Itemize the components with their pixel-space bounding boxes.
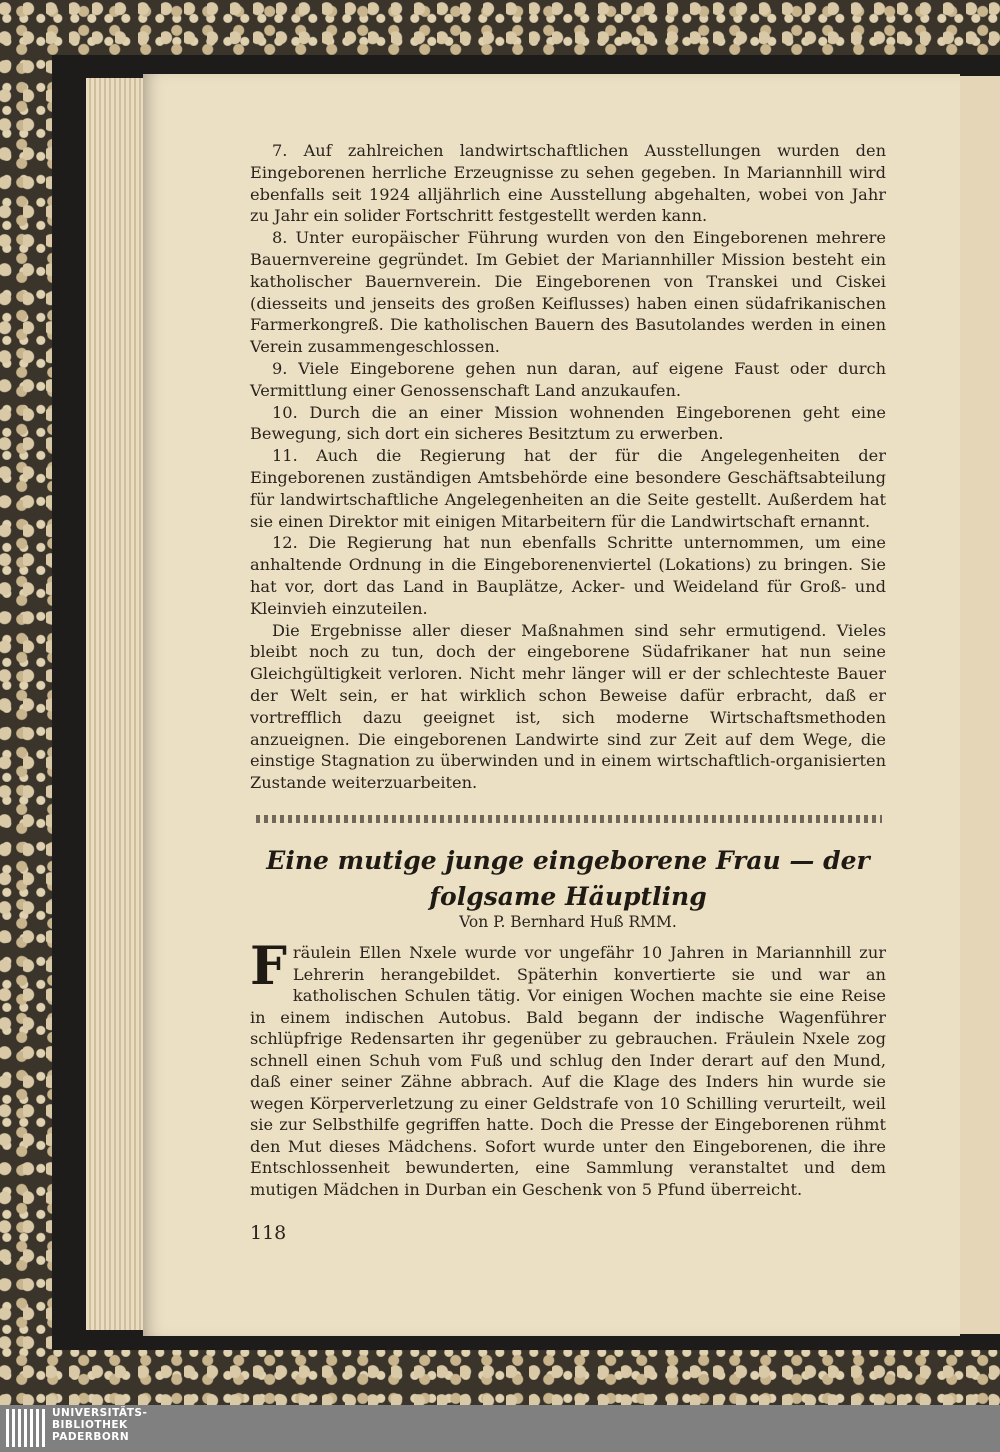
page-edges — [86, 78, 146, 1330]
article-continuation — [250, 140, 886, 794]
title-line-1: Eine mutige junge eingeborene Frau — der — [266, 846, 870, 875]
paragraph-10: 10. Durch die an einer Mission wohnenden Eingeborenen geht eine Bewegung, sich dort ein sicheres Besitztum zu erwerben. — [250, 402, 886, 444]
paragraph-conclusion: Die Ergebnisse aller dieser Maßnahmen sind sehr ermutigend. Vieles bleibt noch zu tun, doch der eingeborene Südafrikaner hat nun seine Gleichgültigkeit verloren. Nicht mehr länger will er der schlechteste Bauer der Welt sein, er hat wirklich schon Beweise dafür erbracht, daß er vortrefflich dazu geeignet ist, sich moderne Wirtschaftsmethoden anzueignen. Die eingeborenen Landwirte sind zur Zeit auf dem Wege, die einstige Stagnation zu überwinden und in einem wirtschaftlich-organisierten Zustande weiterzuarbeiten. — [250, 620, 886, 793]
paragraph-11: 11. Auch die Regierung hat der für die Angelegenheiten der Eingeborenen zuständigen Amtsbehörde eine besondere Geschäftsabteilung für landwirtschaftliche Angelegenheiten an die Seite gestellt. Außerdem hat sie einen Direktor mit einigen Mitarbeitern für die Landwirtschaft ernannt. — [250, 446, 886, 531]
ornamental-divider — [256, 815, 882, 823]
title-line-2: folgsame Häuptling — [429, 882, 707, 911]
footer-bar — [0, 1405, 1000, 1452]
library-logo-icon — [6, 1409, 46, 1447]
paragraph-9: 9. Viele Eingeborene gehen nun daran, auf eigene Faust oder durch Vermittlung einer Genossenschaft Land anzukaufen. — [250, 358, 886, 400]
page-number: 118 — [250, 1222, 287, 1244]
paragraph-12: 12. Die Regierung hat nun ebenfalls Schritte unternommen, um eine anhaltende Ordnung in die Eingeborenenviertel (Lokations) zu bringen. Sie hat vor, dort das Land in Bauplätze, Acker- und Weideland für Groß- und Kleinvieh einzuteilen. — [250, 533, 886, 618]
byline: Von P. Bernhard Huß RMM. — [459, 913, 677, 931]
drop-cap: F — [250, 936, 287, 997]
library-name — [52, 1407, 147, 1443]
article-text: räulein Ellen Nxele wurde vor ungefähr 10 Jahren in Mariannhill zur Lehrerin herangebildet. Späterhin konvertierte sie und war an katholischen Schulen tätig. Vor einigen Wochen machte sie eine Reise in einem indischen Autobus. Bald begann der indische Wagenführer schlüpfrige Redensarten ihr gegenüber zu gebrauchen. Fräulein Nxele zog schnell einen Schuh vom Fuß und schlug den Inder derart auf den Mund, daß einer seiner Zähne abbrach. Auf die Klage des Inders hin wurde sie wegen Körperverletzung zu einer Geldstrafe von 10 Schilling verurteilt, weil sie zur Selbsthilfe gegriffen hatte. Doch die Presse der Eingeborenen rühmt den Mut dieses Mädchens. Sofort wurde unter den Eingeborenen, die ihre Entschlossenheit bewunderten, eine Sammlung veranstaltet und dem mutigen Mädchen in Durban ein Geschenk von 5 Pfund überreicht. — [250, 943, 886, 1199]
library-line-1: UNIVERSITÄTS- — [52, 1407, 148, 1419]
article-title — [250, 843, 886, 915]
library-line-2: BIBLIOTHEK — [52, 1419, 128, 1431]
library-line-3: PADERBORN — [52, 1431, 130, 1443]
paragraph-7: 7. Auf zahlreichen landwirtschaftlichen Ausstellungen wurden den Eingeborenen herrliche Erzeugnisse zu sehen gegeben. In Mariannhill wird ebenfalls seit 1924 alljährlich eine Ausstellung abgehalten, wobei von Jahr zu Jahr ein solider Fortschritt festgestellt werden kann. — [250, 141, 886, 226]
article-body — [250, 936, 886, 1200]
facing-page-edge — [960, 76, 1000, 1334]
paragraph-8: 8. Unter europäischer Führung wurden von den Eingeborenen mehrere Bauernvereine gegründet. Im Gebiet der Mariannhiller Mission besteht ein katholischer Bauernverein. Die Eingeborenen von Transkei und Ciskei (diesseits und jenseits des großen Keiflusses) haben einen südafrikanischen Farmerkongreß. Die katholischen Bauern des Basutolandes werden in einen Verein zusammengeschlossen. — [250, 228, 886, 357]
